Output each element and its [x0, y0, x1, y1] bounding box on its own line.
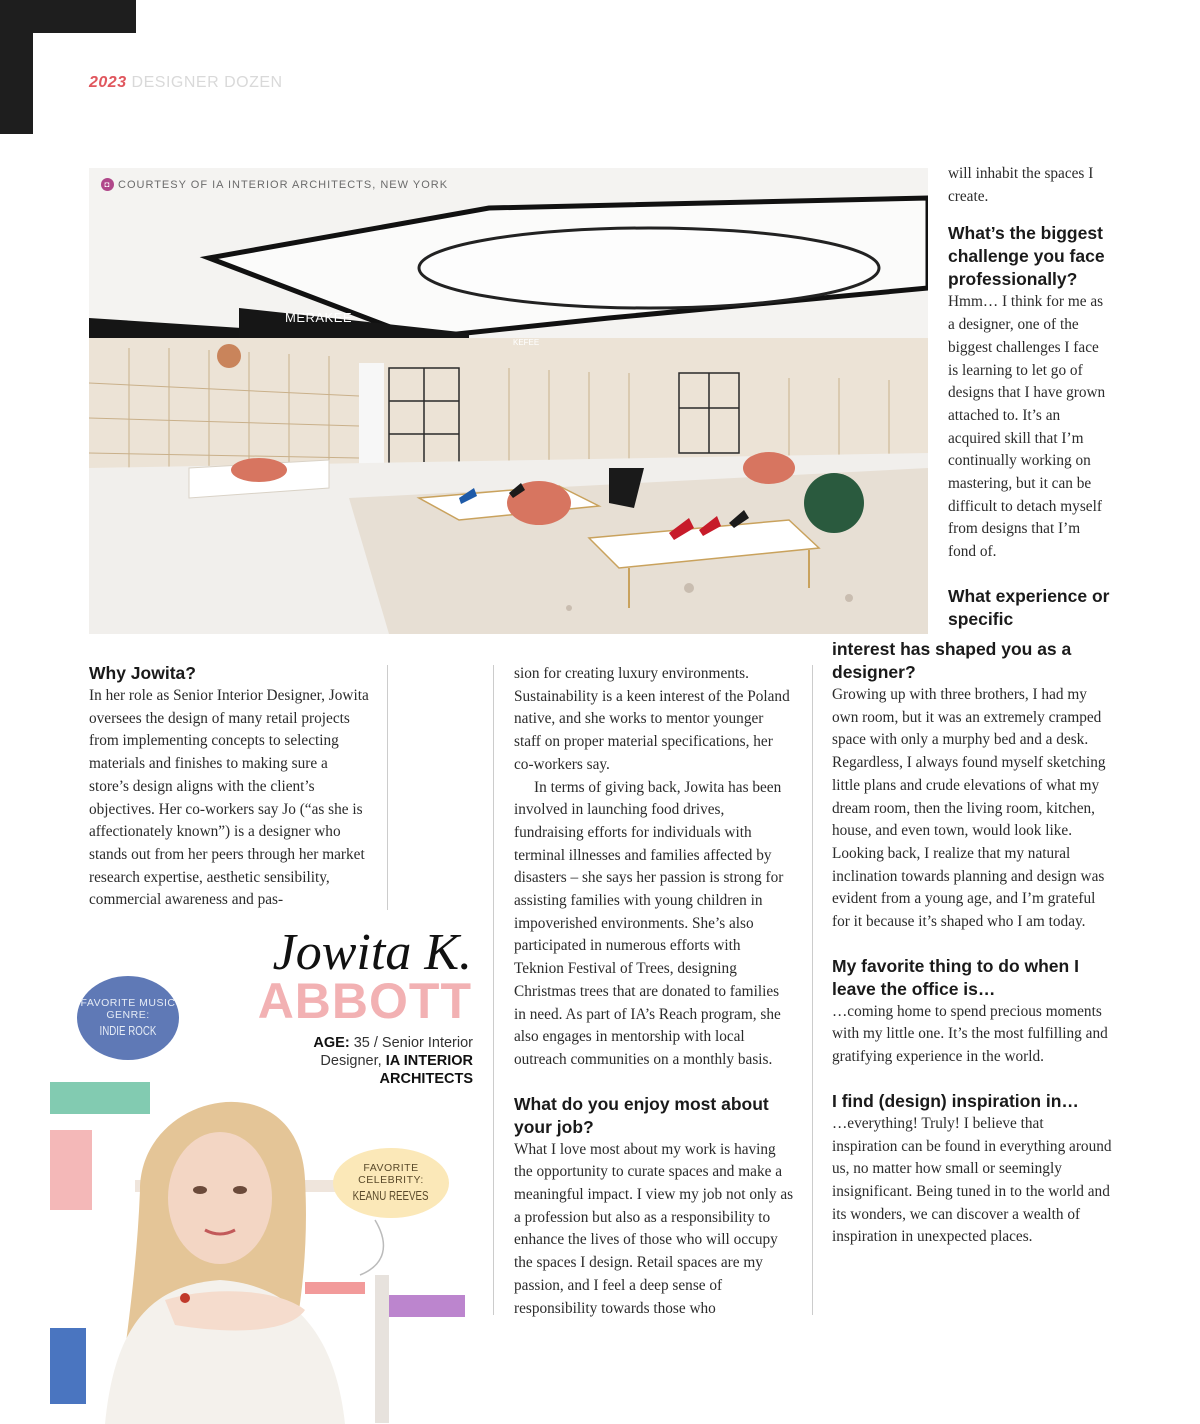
column-rule-1: [387, 665, 388, 910]
inspiration-heading: I find (design) inspiration in…: [832, 1090, 1079, 1111]
photo-credit: [101, 178, 448, 191]
photo-credit-text: COURTESY OF IA INTERIOR ARCHITECTS, NEW YORK: [118, 178, 449, 191]
column-2: [514, 663, 794, 1320]
header-title: DESIGNER DOZEN: [131, 74, 283, 91]
col2-para1: sion for creating luxury environments. Sustainability is a keen interest of the Poland native, and she works to mentor younger staff on proper material specifications, her co-workers say.: [514, 665, 790, 773]
favorite-thing-heading: My favorite thing to do when I leave the office is…: [832, 955, 1079, 999]
header-year: 2023: [89, 74, 127, 91]
column-3: [832, 638, 1112, 1249]
camera-icon: ◘: [101, 178, 114, 191]
store-interior-illustration: [89, 168, 928, 634]
running-head: [89, 74, 283, 92]
profile-last-name: ABBOTT: [257, 973, 472, 1029]
profile-meta: [280, 1034, 473, 1088]
favorite-thing-answer: …coming home to spend precious moments with my little one. It’s the most fulfilling and gratifying experience in the world.: [832, 1002, 1108, 1066]
portrait-illustration: [45, 1070, 485, 1424]
enjoy-answer: What I love most about my work is having the opportunity to curate spaces and make a meaningful impact. I view my job not only as a profession but also as a responsibility to enhance the lives of those who will occupy the spaces I design. Retail spaces are my passion, and I feel a deep sense of responsibility towards those who: [514, 1140, 794, 1317]
store-interior-photo: [89, 168, 928, 634]
profile-first-name: Jowita K.: [272, 924, 472, 981]
column-rule-3: [812, 665, 813, 1315]
why-heading: Why Jowita?: [89, 663, 196, 683]
favorite-music-bubble: [77, 976, 179, 1060]
challenge-heading: What’s the biggest challenge you face professionally?: [948, 223, 1105, 290]
experience-heading-part1: What experience or specific: [948, 585, 1110, 629]
favorite-celebrity-bubble: [333, 1148, 449, 1218]
age-value: 35 / Senior Interior Designer,: [320, 1035, 473, 1069]
why-body: In her role as Senior Interior Designer, Jowita oversees the design of many retail projects from implementing concepts to selecting materials and finishes to making sure a store’s design aligns with the client’s objectives. Her co-workers say Jo (“as she is affectionately known”) is a designer who stands out from her peers through her market research expertise, aesthetic sensibility, commercial awareness and pas-: [89, 687, 369, 909]
favorite-music-value: INDIE ROCK: [99, 1023, 157, 1038]
favorite-celebrity-label: FAVORITE CELEBRITY:: [358, 1162, 424, 1186]
continuation-text: will inhabit the spaces I create.: [948, 165, 1094, 205]
top-right-column: [948, 163, 1110, 631]
store-sign-merakee: MERAKEE: [285, 310, 353, 325]
col2-para2: In terms of giving back, Jowita has been involved in launching food drives, fundraising efforts for individuals with terminal illnesses and families affected by disasters – she says her passion is strong for assisting families with young children in impoverished environments. She’s also participated in numerous efforts with Teknion Festival of Trees, designing Christmas trees that are donated to families in need. As part of IA’s Reach program, she also engages in mentorship with local outreach communities on a monthly basis.: [514, 778, 784, 1068]
favorite-celebrity-value: KEANU REEVES: [353, 1188, 429, 1203]
age-label: AGE:: [313, 1035, 350, 1051]
enjoy-heading: What do you enjoy most about your job?: [514, 1093, 769, 1137]
experience-heading-part2: interest has shaped you as a designer?: [832, 639, 1072, 682]
column-1: [89, 662, 371, 912]
challenge-answer: Hmm… I think for me as a designer, one of the biggest challenges I face is learning to let go of designs that I have grown attached to. It’s an acquired skill that I’m continually working on mastering, but it can be difficult to detach myself from designs that I’m fond of.: [948, 293, 1106, 561]
firm-name: IA INTERIOR ARCHITECTS: [379, 1053, 473, 1087]
column-rule-2: [493, 665, 494, 1315]
favorite-music-label: FAVORITE MUSIC GENRE:: [80, 997, 176, 1021]
store-sign-kefee: KEFEE: [513, 338, 540, 347]
corner-bar-vertical: [0, 0, 33, 134]
inspiration-answer: …everything! Truly! I believe that inspiration can be found in everything around us, no matter how small or seemingly insignificant. Being tuned in to the world and its wonders, we can discover a wealth of inspiration in unexpected places.: [832, 1114, 1112, 1246]
experience-answer: Growing up with three brothers, I had my own room, but it was an extremely cramped space with only a murphy bed and a desk. Regardless, I always found myself sketching little plans and crude elevations of what my dream room, then the living room, kitchen, house, and even town, would look like. Looking back, I realize that my natural inclination towards planning and design was evident from a young age, and I’m grateful for it because it’s shaped who I am today.: [832, 686, 1106, 931]
